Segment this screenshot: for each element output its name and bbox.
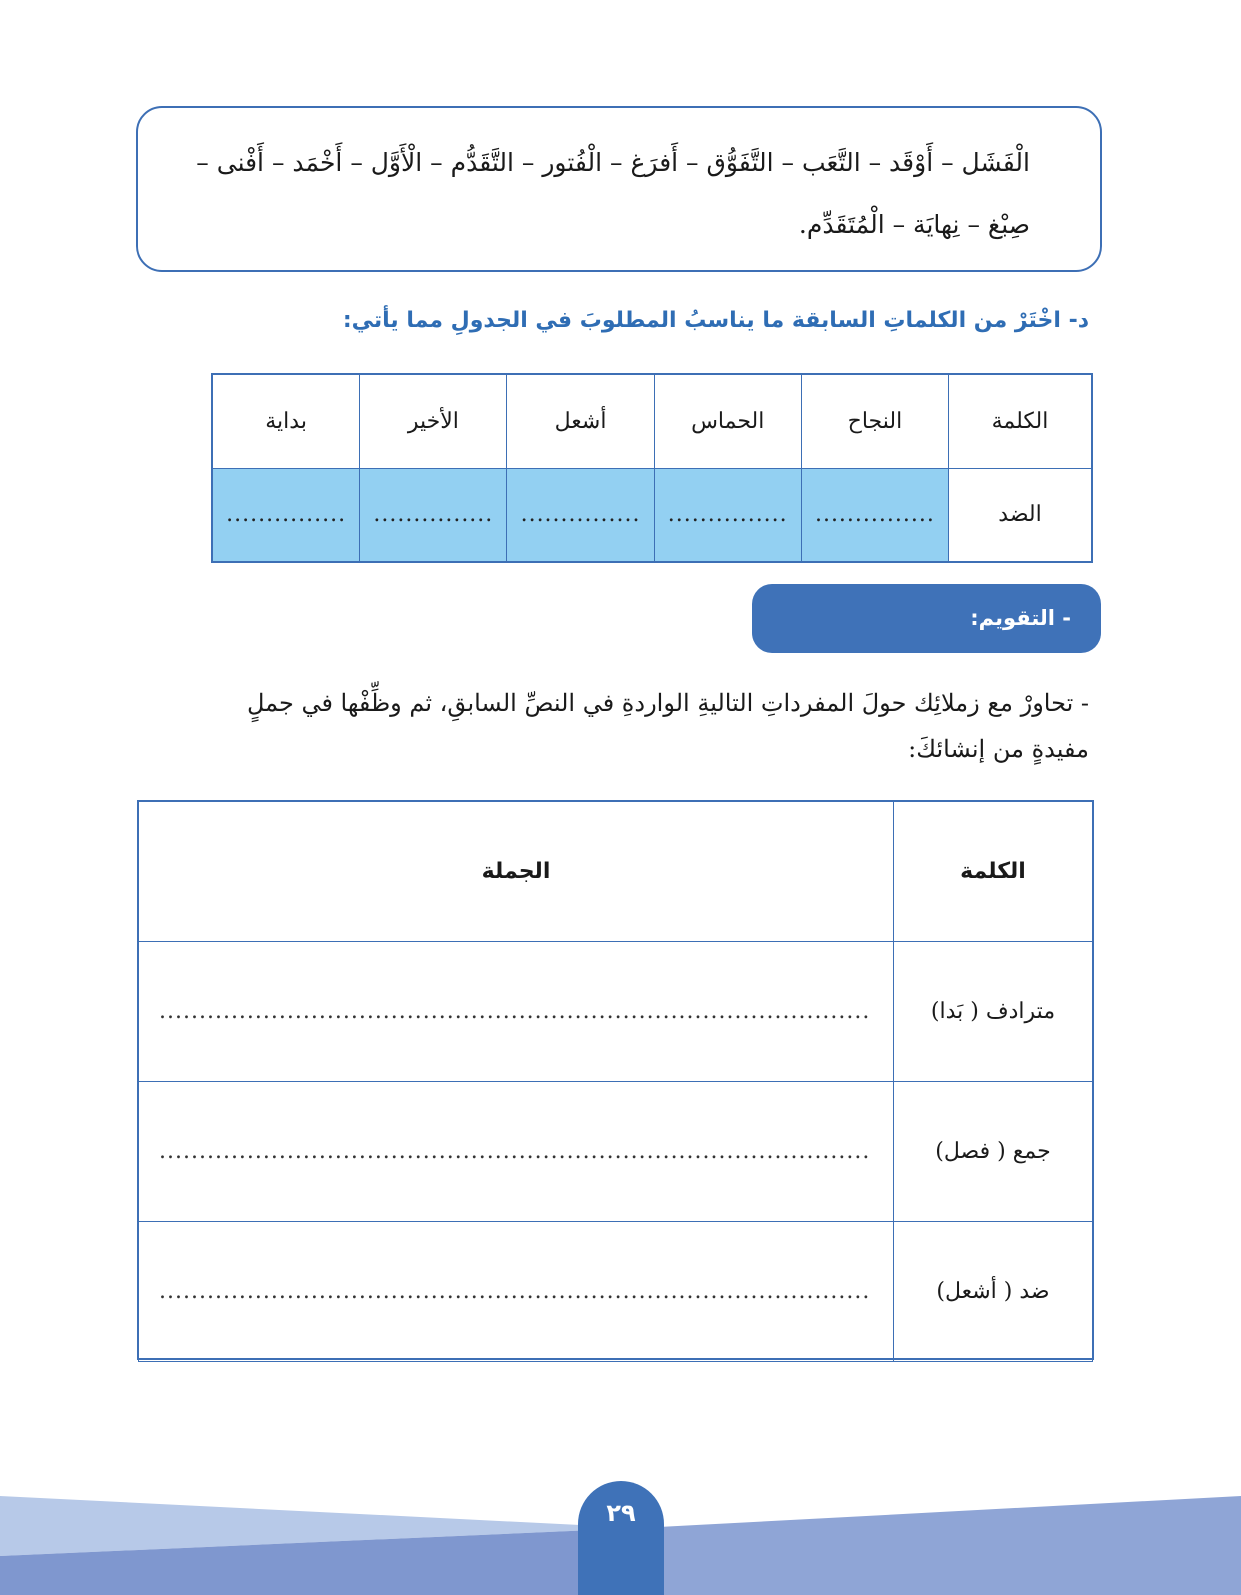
word-label-cell: الكلمة bbox=[949, 375, 1092, 469]
sentence-table bbox=[138, 801, 1093, 1362]
word-bank-line-1: الْفَشَل – أَوْقَد – التَّعَب – التَّفَوُّق – أَفرَغ – الْفُتور – التَّقَدُّم – الْأَوَّل – أَخْمَد – أَفْنى – bbox=[196, 148, 1030, 177]
word-cell: بداية bbox=[213, 375, 360, 469]
word-cell: ضد ( أشعل) bbox=[894, 1222, 1093, 1362]
word-cell: أشعل bbox=[507, 375, 654, 469]
answer-blank[interactable]: ............... bbox=[654, 468, 801, 562]
word-cell: الأخير bbox=[360, 375, 507, 469]
opposite-label-cell: الضد bbox=[949, 468, 1092, 562]
answer-blank[interactable]: ............... bbox=[507, 468, 654, 562]
task-paragraph bbox=[136, 680, 1089, 772]
word-cell: جمع ( فصل) bbox=[894, 1082, 1093, 1222]
opposites-table bbox=[212, 374, 1092, 562]
sentence-blank[interactable]: ......................................................................................... bbox=[139, 1222, 894, 1362]
word-bank-line-2: صِبْغ – نِهايَة – الْمُتَقَدِّم. bbox=[798, 210, 1030, 239]
table-row bbox=[139, 942, 1093, 1082]
word-cell: مترادف ( بَدا) bbox=[894, 942, 1093, 1082]
paragraph-line-2: مفيدةٍ من إنشائكَ: bbox=[908, 735, 1089, 763]
word-header: الكلمة bbox=[894, 802, 1093, 942]
sentence-blank[interactable]: ......................................................................................... bbox=[139, 1082, 894, 1222]
table-row bbox=[139, 1222, 1093, 1362]
instruction-heading: د- اخْتَرْ من الكلماتِ السابقة ما يناسبُ المطلوبَ في الجدولِ مما يأتي: bbox=[342, 308, 1089, 333]
word-cell: الحماس bbox=[654, 375, 801, 469]
answer-blank[interactable]: ............... bbox=[213, 468, 360, 562]
sentence-blank[interactable]: ......................................................................................... bbox=[139, 942, 894, 1082]
table-row bbox=[213, 375, 1092, 469]
answer-blank[interactable]: ............... bbox=[360, 468, 507, 562]
page-number: ٢٩ bbox=[578, 1481, 664, 1595]
answer-blank[interactable]: ............... bbox=[801, 468, 948, 562]
section-title: - التقويم: bbox=[752, 584, 1101, 653]
table-row bbox=[213, 468, 1092, 562]
paragraph-line-1: - تحاورْ مع زملائِك حولَ المفرداتِ التاليةِ الواردةِ في النصِّ السابقِ، ثم وظِّفْها في جملٍ bbox=[246, 689, 1089, 717]
table-row bbox=[139, 802, 1093, 942]
table-row bbox=[139, 1082, 1093, 1222]
word-bank-box bbox=[136, 106, 1102, 272]
word-cell: النجاح bbox=[801, 375, 948, 469]
sentence-header: الجملة bbox=[139, 802, 894, 942]
